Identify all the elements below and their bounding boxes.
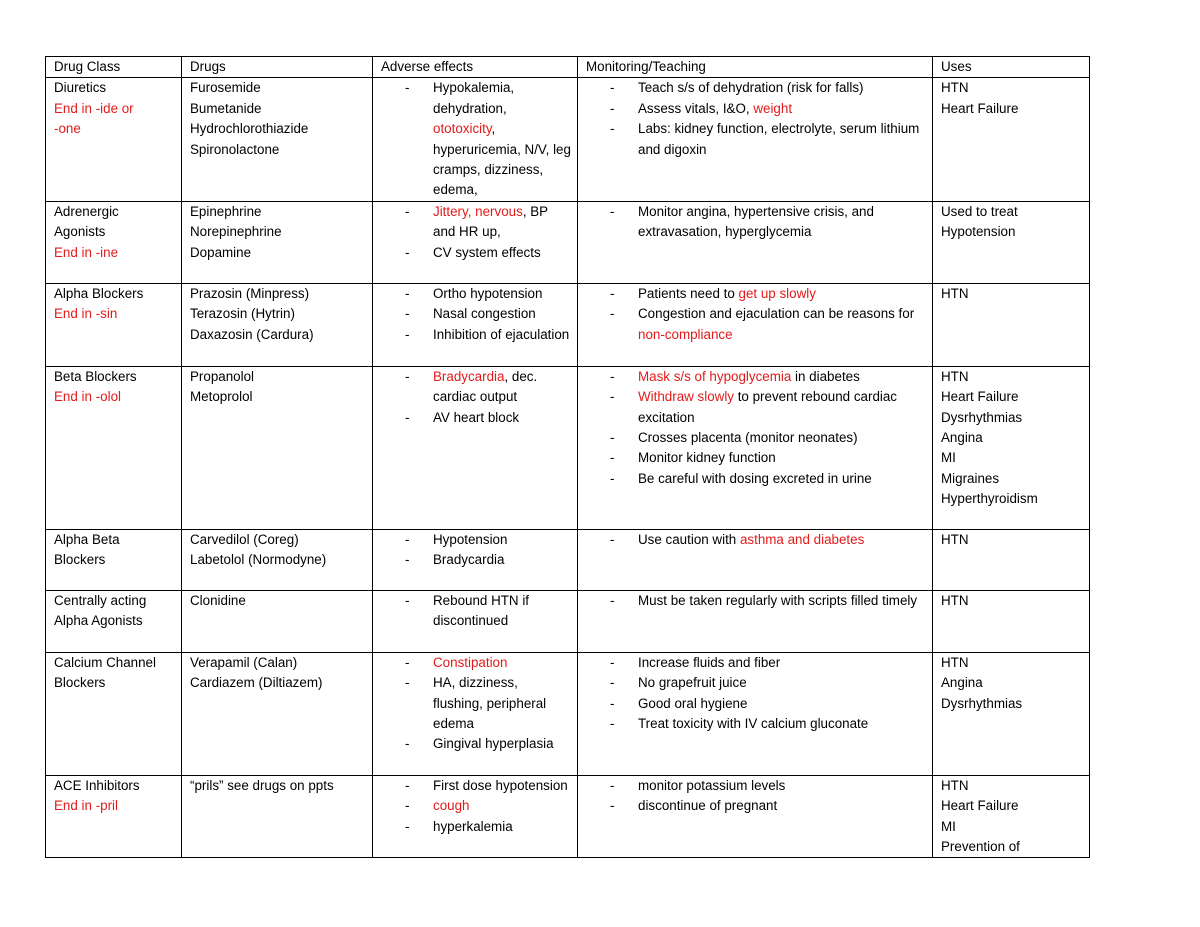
text-segment: Ortho hypotension: [433, 285, 543, 301]
highlighted-text: weight: [753, 100, 793, 116]
adverse-effects-cell: [373, 78, 578, 201]
drug-class-line: [54, 99, 175, 119]
drug-name: Prazosin (Minpress): [190, 285, 310, 301]
adverse-effects-cell: [373, 366, 578, 529]
drug-class-line: [54, 202, 175, 222]
text-segment: hyperkalemia: [433, 818, 513, 834]
drugs-cell: [182, 775, 373, 858]
use-item: Heart Failure: [941, 389, 1019, 405]
drug-class-cell: [46, 775, 182, 858]
monitoring-cell: [578, 78, 933, 201]
list-item: [433, 367, 571, 408]
text-segment: Blockers: [54, 552, 106, 568]
header-monitoring-teaching: Monitoring/Teaching: [578, 57, 933, 78]
use-item: Heart Failure: [941, 100, 1019, 116]
text-segment: Must be taken regularly with scripts filled timely: [638, 592, 918, 608]
drug-name: Verapamil (Calan): [190, 654, 298, 670]
uses-cell: [933, 201, 1090, 283]
drug-class-cell: [46, 652, 182, 775]
use-item: HTN: [941, 777, 969, 793]
list-item: [638, 653, 926, 673]
drug-name: Furosemide: [190, 80, 261, 96]
list-item: [638, 714, 926, 734]
drug-class-line: [54, 611, 175, 631]
drug-class-cell: [46, 78, 182, 201]
drug-class-line: [54, 243, 175, 263]
use-item: Hyperthyroidism: [941, 491, 1038, 507]
header-uses: Uses: [933, 57, 1090, 78]
list-item: [638, 304, 926, 345]
text-segment: Good oral hygiene: [638, 695, 748, 711]
header-drug-class: Drug Class: [46, 57, 182, 78]
drug-name: Metoprolol: [190, 389, 253, 405]
monitoring-cell: [578, 652, 933, 775]
monitoring-cell-list: [586, 776, 926, 817]
drugs-cell: [182, 283, 373, 366]
text-segment: Be careful with dosing excreted in urine: [638, 470, 872, 486]
use-item: Dysrhythmias: [941, 695, 1023, 711]
list-item: [638, 119, 926, 160]
text-segment: ACE Inhibitors: [54, 777, 140, 793]
list-item: [638, 367, 926, 387]
list-item: [433, 591, 571, 632]
uses-cell: [933, 366, 1090, 529]
monitoring-cell-list: [586, 653, 926, 735]
drugs-cell: [182, 652, 373, 775]
drug-class-line: [54, 304, 175, 324]
header-row: [46, 57, 1090, 78]
text-segment: , BP and HR up,: [433, 203, 548, 240]
text-segment: Monitor angina, hypertensive crisis, and extravasation, hyperglycemia: [638, 203, 874, 240]
list-item: [638, 202, 926, 243]
use-item: MI: [941, 818, 956, 834]
highlighted-text: Bradycardia: [433, 368, 505, 384]
use-item: MI: [941, 450, 956, 466]
list-item: [638, 78, 926, 98]
text-segment: Treat toxicity with IV calcium gluconate: [638, 716, 869, 732]
adverse-effects-cell-list: [381, 653, 571, 755]
use-item: Dysrhythmias: [941, 409, 1023, 425]
drug-class-cell: [46, 283, 182, 366]
monitoring-cell: [578, 283, 933, 366]
text-segment: Monitor kidney function: [638, 450, 776, 466]
text-segment: Alpha Agonists: [54, 613, 143, 629]
list-item: [433, 243, 571, 263]
text-segment: Diuretics: [54, 80, 107, 96]
text-segment: Nasal congestion: [433, 306, 536, 322]
adverse-effects-cell-list: [381, 530, 571, 571]
drug-class-line: [54, 284, 175, 304]
highlighted-text: cough: [433, 798, 470, 814]
drug-class-line: [54, 222, 175, 242]
highlighted-text: get up slowly: [738, 285, 816, 301]
highlighted-text: -one: [54, 121, 81, 137]
list-item: [638, 284, 926, 304]
use-item: Angina: [941, 675, 983, 691]
text-segment: HA, dizziness, flushing, peripheral edema: [433, 675, 547, 732]
highlighted-text: End in -olol: [54, 389, 121, 405]
drug-class-line: [54, 796, 175, 816]
use-item: HTN: [941, 285, 969, 301]
drug-name: Carvedilol (Coreg): [190, 531, 299, 547]
table-row: [46, 366, 1090, 529]
highlighted-text: End in -sin: [54, 306, 118, 322]
drug-class-line: [54, 387, 175, 407]
drug-name: Hydrochlorothiazide: [190, 121, 309, 137]
list-item: [638, 428, 926, 448]
list-item: [433, 530, 571, 550]
drug-class-cell: [46, 366, 182, 529]
drug-name: Cardiazem (Diltiazem): [190, 675, 323, 691]
use-item: HTN: [941, 368, 969, 384]
text-segment: Gingival hyperplasia: [433, 736, 554, 752]
text-segment: Patients need to: [638, 285, 739, 301]
highlighted-text: non-compliance: [638, 326, 733, 342]
text-segment: Inhibition of ejaculation: [433, 326, 570, 342]
text-segment: Increase fluids and fiber: [638, 654, 781, 670]
adverse-effects-cell-list: [381, 776, 571, 837]
table-body: [46, 78, 1090, 858]
drug-name: Spironolactone: [190, 141, 280, 157]
list-item: [433, 673, 571, 734]
use-item: Migraines: [941, 470, 1000, 486]
use-item: Angina: [941, 430, 983, 446]
text-segment: First dose hypotension: [433, 777, 568, 793]
adverse-effects-cell: [373, 283, 578, 366]
adverse-effects-cell: [373, 775, 578, 858]
highlighted-text: ototoxicity: [433, 121, 492, 137]
monitoring-cell-list: [586, 78, 926, 160]
drug-name: Daxazosin (Cardura): [190, 326, 314, 342]
list-item: [638, 448, 926, 468]
list-item: [433, 284, 571, 304]
monitoring-cell-list: [586, 591, 926, 611]
list-item: [638, 99, 926, 119]
list-item: [433, 817, 571, 837]
list-item: [638, 469, 926, 489]
drug-name: Terazosin (Hytrin): [190, 306, 295, 322]
drug-class-cell: [46, 590, 182, 652]
monitoring-cell: [578, 775, 933, 858]
use-item: Prevention of: [941, 839, 1020, 855]
text-segment: Adrenergic: [54, 203, 119, 219]
uses-cell: [933, 652, 1090, 775]
highlighted-text: End in -pril: [54, 798, 119, 814]
drugs-cell: [182, 590, 373, 652]
text-segment: , hyperuricemia, N/V, leg cramps, dizziness, edema,: [433, 121, 571, 198]
highlighted-text: Withdraw slowly: [638, 389, 734, 405]
drug-name: Clonidine: [190, 592, 246, 608]
uses-cell: [933, 78, 1090, 201]
drugs-cell: [182, 529, 373, 590]
adverse-effects-cell-list: [381, 202, 571, 263]
drug-name: “prils” see drugs on ppts: [190, 777, 334, 793]
use-item: HTN: [941, 531, 969, 547]
adverse-effects-cell: [373, 529, 578, 590]
text-segment: AV heart block: [433, 409, 520, 425]
table-row: [46, 78, 1090, 201]
list-item: [433, 202, 571, 243]
text-segment: Blockers: [54, 675, 106, 691]
list-item: [433, 734, 571, 754]
list-item: [433, 304, 571, 324]
text-segment: Beta Blockers: [54, 368, 137, 384]
text-segment: No grapefruit juice: [638, 675, 747, 691]
drug-class-table: [45, 56, 1090, 858]
table-row: [46, 652, 1090, 775]
text-segment: Agonists: [54, 224, 106, 240]
highlighted-text: asthma and diabetes: [739, 531, 865, 547]
adverse-effects-cell-list: [381, 367, 571, 428]
list-item: [638, 591, 926, 611]
text-segment: Assess vitals, I&O,: [638, 100, 754, 116]
drug-name: Bumetanide: [190, 100, 262, 116]
use-item: HTN: [941, 592, 969, 608]
drugs-cell: [182, 78, 373, 201]
drug-class-line: [54, 673, 175, 693]
text-segment: Rebound HTN if discontinued: [433, 592, 530, 629]
text-segment: Alpha Blockers: [54, 285, 144, 301]
highlighted-text: End in -ide or: [54, 100, 134, 116]
list-item: [638, 530, 926, 550]
drug-name: Propanolol: [190, 368, 255, 384]
text-segment: Congestion and ejaculation can be reasons for: [638, 306, 915, 322]
list-item: [433, 796, 571, 816]
use-item: Heart Failure: [941, 798, 1019, 814]
use-item: Hypotension: [941, 224, 1016, 240]
text-segment: in diabetes: [791, 368, 860, 384]
drug-class-line: [54, 367, 175, 387]
drug-class-line: [54, 530, 175, 550]
monitoring-cell: [578, 201, 933, 283]
uses-cell: [933, 529, 1090, 590]
text-segment: Labs: kidney function, electrolyte, serum lithium and digoxin: [638, 121, 920, 157]
text-segment: Alpha Beta: [54, 531, 120, 547]
list-item: [433, 550, 571, 570]
drug-class-line: [54, 78, 175, 98]
list-item: [638, 796, 926, 816]
list-item: [433, 653, 571, 673]
text-segment: to prevent rebound cardiac excitation: [638, 389, 898, 425]
adverse-effects-cell-list: [381, 284, 571, 345]
text-segment: Calcium Channel: [54, 654, 156, 670]
text-segment: Bradycardia: [433, 552, 505, 568]
list-item: [638, 776, 926, 796]
text-segment: , dec. cardiac output: [433, 368, 538, 405]
list-item: [638, 387, 926, 428]
monitoring-cell-list: [586, 284, 926, 345]
uses-cell: [933, 590, 1090, 652]
header-drugs: Drugs: [182, 57, 373, 78]
table-row: [46, 590, 1090, 652]
list-item: [433, 776, 571, 796]
drug-class-line: [54, 653, 175, 673]
highlighted-text: Mask s/s of hypoglycemia: [638, 368, 792, 384]
drug-class-line: [54, 591, 175, 611]
list-item: [638, 694, 926, 714]
use-item: HTN: [941, 80, 969, 96]
use-item: Used to treat: [941, 203, 1018, 219]
monitoring-cell-list: [586, 202, 926, 243]
list-item: [638, 673, 926, 693]
text-segment: Use caution with: [638, 531, 740, 547]
drug-name: Labetolol (Normodyne): [190, 552, 327, 568]
drugs-cell: [182, 366, 373, 529]
table-row: [46, 283, 1090, 366]
text-segment: Centrally acting: [54, 592, 147, 608]
adverse-effects-cell: [373, 590, 578, 652]
highlighted-text: Constipation: [433, 654, 508, 670]
table-row: [46, 775, 1090, 858]
monitoring-cell: [578, 590, 933, 652]
drug-class-line: [54, 550, 175, 570]
monitoring-cell: [578, 366, 933, 529]
text-segment: monitor potassium levels: [638, 777, 786, 793]
adverse-effects-cell: [373, 201, 578, 283]
adverse-effects-cell-list: [381, 78, 571, 200]
use-item: HTN: [941, 654, 969, 670]
table-row: [46, 201, 1090, 283]
highlighted-text: End in -ine: [54, 244, 119, 260]
text-segment: discontinue of pregnant: [638, 798, 778, 814]
header-adverse-effects: Adverse effects: [373, 57, 578, 78]
table-row: [46, 529, 1090, 590]
adverse-effects-cell-list: [381, 591, 571, 632]
text-segment: Hypokalemia, dehydration,: [433, 80, 515, 116]
list-item: [433, 325, 571, 345]
monitoring-cell-list: [586, 530, 926, 550]
drug-name: Norepinephrine: [190, 224, 282, 240]
list-item: [433, 78, 571, 200]
text-segment: Crosses placenta (monitor neonates): [638, 430, 858, 446]
drug-class-line: [54, 776, 175, 796]
text-segment: Hypotension: [433, 531, 508, 547]
drug-class-cell: [46, 201, 182, 283]
monitoring-cell-list: [586, 367, 926, 489]
monitoring-cell: [578, 529, 933, 590]
drug-class-line: [54, 119, 175, 139]
uses-cell: [933, 283, 1090, 366]
list-item: [433, 408, 571, 428]
drug-class-cell: [46, 529, 182, 590]
drug-name: Dopamine: [190, 244, 252, 260]
drugs-cell: [182, 201, 373, 283]
text-segment: CV system effects: [433, 244, 541, 260]
uses-cell: [933, 775, 1090, 858]
text-segment: Teach s/s of dehydration (risk for falls): [638, 80, 864, 96]
adverse-effects-cell: [373, 652, 578, 775]
drug-name: Epinephrine: [190, 203, 262, 219]
highlighted-text: Jittery, nervous: [433, 203, 523, 219]
